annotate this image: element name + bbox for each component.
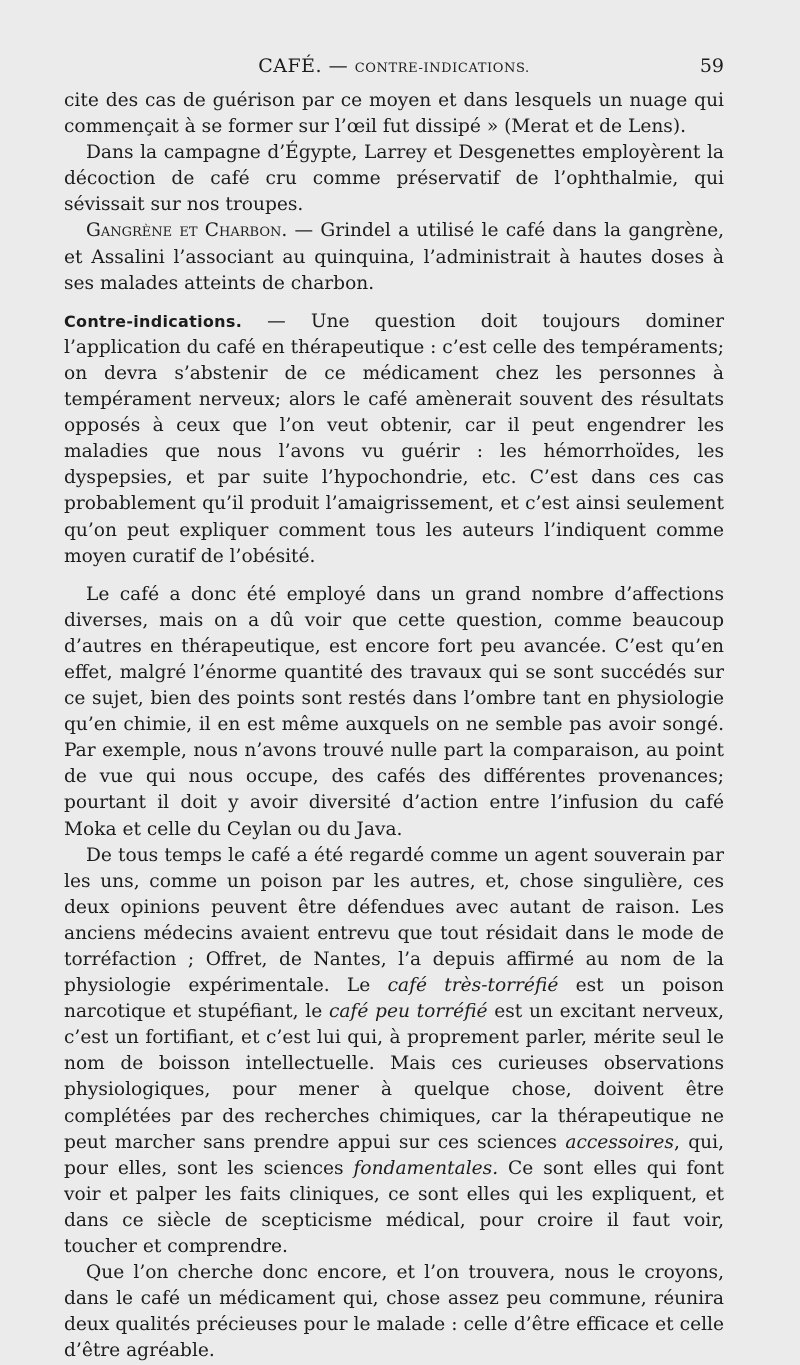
paragraph-6: [64, 843, 724, 1261]
paragraph-6-part-a: De tous temps le café a été regardé comme un agent souverain par les uns, comme un poison par les autres, et, chose singulière, ces deux opinions peuvent être défendues avec autant de raison. Les anciens médecins avaient entrevu que tout résidait dans le mode de torréfaction ; Offret, de Nantes, l’a depuis affirmé au nom de la physiologie expérimentale. Le: [64, 844, 724, 997]
page-number: 59: [699, 55, 724, 77]
emphasis-peu-torrefie: café peu torréfié: [328, 1001, 488, 1023]
header-title-main: CAFÉ.: [258, 55, 323, 77]
paragraph-6-part-c: est un excitant nerveux, c’est un fortifiant, et c’est lui qui, à proprement parler, mérite seul le nom de boisson intellectuelle. Mais ces curieuses observations physiologiques, pour mener à quelque chose, doivent être complétées par des recherches chimiques, car la thérapeutique ne peut marcher sans prendre appui sur ces sciences: [64, 1001, 724, 1153]
section-head-contre-indications: Contre-indications.: [64, 311, 243, 331]
paragraph-7: Que l’on cherche donc encore, et l’on trouvera, nous le croyons, dans le café un médicament qui, chose assez peu commune, réunira deux qualités précieuses pour le malade : celle d’être efficace et celle d’être agréable.: [64, 1262, 724, 1362]
paragraph-5: Le café a donc été employé dans un grand nombre d’affections diverses, mais on a dû voir que cette question, comme beaucoup d’autres en thérapeutique, est encore fort peu avancée. C’est qu’en effet, malgré l’énorme quantité des travaux qui se sont succédés sur ce sujet, bien des points sont restés dans l’ombre tant en physiologie qu’en chimie, il en est même auxquels on ne semble pas avoir songé. Par exemple, nous n’avons trouvé nulle part la comparaison, au point de vue qui nous occupe, des cafés des différentes provenances; pourtant il doit y avoir diversité d’action entre l’infusion du café Moka et celle du Ceylan ou du Java.: [64, 583, 724, 840]
emphasis-fondamentales: fondamentales.: [353, 1157, 499, 1179]
paragraph-4: [64, 309, 724, 570]
paragraph-2: Dans la campagne d’Égypte, Larrey et Desgenettes employèrent la décoction de café cru comme préservatif de l’ophthalmie, qui sévissait sur nos troupes.: [64, 142, 724, 216]
running-header: [64, 55, 724, 85]
paragraph-3-text: — Grindel a utilisé le café dans la gangrène, et Assalini l’associant au quinquina, l’administrait à hautes doses à ses malades atteints de charbon.: [64, 220, 724, 294]
emphasis-accessoires: accessoires: [565, 1131, 674, 1153]
paragraph-6-part-d: , qui, pour elles, sont les sciences: [64, 1131, 725, 1179]
emphasis-tres-torrefie: café très-torréfié: [387, 975, 559, 997]
section-head-gangrene: Gangrène et Charbon.: [86, 220, 288, 242]
header-title-dash: —: [322, 55, 355, 77]
header-title: [64, 55, 724, 77]
paragraph-3: [64, 218, 724, 296]
paragraph-6-part-e: Ce sont elles qui font voir et palper les faits cliniques, ce sont elles qui les expliquent, et dans ce siècle de scepticisme médical, pour croire il faut voir, toucher et comprendre.: [64, 1157, 724, 1258]
paragraph-6-part-b: est un poison narcotique et stupéfiant, le: [64, 975, 724, 1023]
page-body: [64, 88, 724, 1365]
paragraph-1: cite des cas de guérison par ce moyen et dans lesquels un nuage qui commençait à se former sur l’œil fut dissipé » (Merat et de Lens).: [64, 90, 724, 138]
paragraph-4-text: — Une question doit toujours dominer l’application du café en thérapeutique : c’est celle des tempéraments; on devra s’abstenir de ce médicament chez les personnes à tempérament nerveux; alors le café amènerait souvent des résultats opposés à ceux que l’on veut obtenir, car il peut engendrer les maladies que nous l’avons vu guérir : les hémorrhoïdes, les dyspepsies, et par suite l’hypochondrie, etc. C’est dans ces cas probablement qu’il produit l’amaigrissement, et c’est ainsi seulement qu’on peut expliquer comment tous les auteurs l’indiquent comme moyen curatif de l’obésité.: [64, 310, 725, 567]
header-title-sub: CONTRE-INDICATIONS.: [354, 61, 530, 76]
